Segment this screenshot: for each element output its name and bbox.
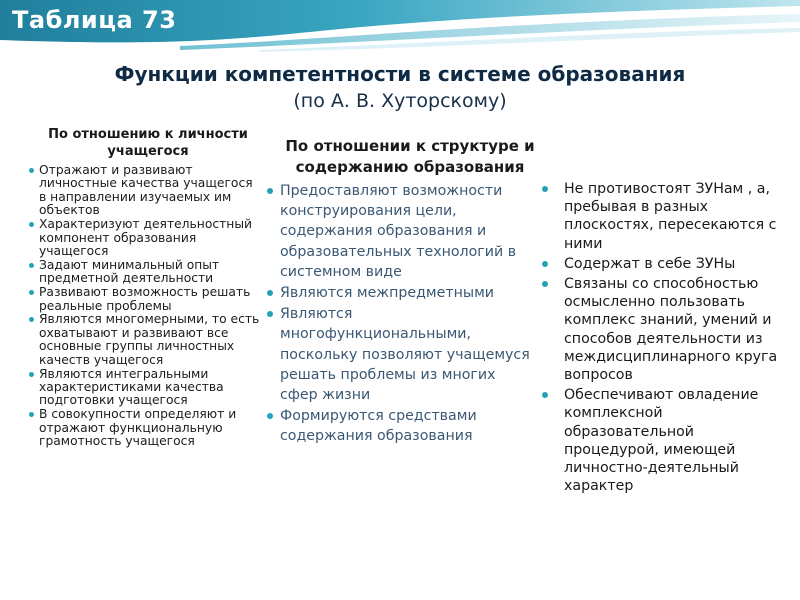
- list-item: Являются многофункциональными, поскольку позволяют учащемуся решать проблемы из многих сфер жизни: [264, 304, 536, 405]
- list-item: Являются межпредметными: [264, 283, 536, 303]
- list-item: Не противостоят ЗУНам , а, пребывая в разных плоскостях, пересекаются с ними: [540, 180, 780, 253]
- column-structure-header-line2: содержанию образования: [295, 158, 525, 176]
- column-personality-header: По отношению к личности учащегося: [48, 127, 248, 159]
- list-item: Связаны со способностью осмысленно пользовать комплекс знаний, умений и способов деятельности из междисциплинарного круга вопросов: [540, 275, 780, 384]
- column-structure-list: [264, 181, 536, 447]
- list-item: Являются интегральными характеристиками качества подготовки учащегося: [28, 368, 260, 408]
- column-personality-list: [28, 164, 260, 449]
- table-number-label: Таблица 73: [12, 6, 177, 34]
- column-zun: [540, 180, 780, 497]
- list-item: Развивают возможность решать реальные проблемы: [28, 286, 260, 313]
- column-structure-header-line1: По отношении к структуре и: [285, 137, 535, 155]
- column-structure-header: [264, 136, 536, 178]
- list-item: Характеризуют деятельностный компонент образования учащегося: [28, 218, 260, 258]
- list-item: Формируются средствами содержания образования: [264, 406, 536, 446]
- list-item: Отражают и развивают личностные качества учащегося в направлении изучаемых им объектов: [28, 164, 260, 218]
- slide-title: Функции компетентности в системе образования: [114, 62, 686, 86]
- list-item: Предоставляют возможности конструирования цели, содержания образования и образовательных технологий в системном виде: [264, 181, 536, 282]
- list-item: Содержат в себе ЗУНы: [540, 255, 780, 273]
- slide-subtitle: (по А. В. Хуторскому): [293, 90, 507, 112]
- list-item: В совокупности определяют и отражают функциональную грамотность учащегося: [28, 408, 260, 448]
- column-zun-list: [540, 180, 780, 495]
- list-item: Являются многомерными, то есть охватывают и развивают все основные группы личностных качеств учащегося: [28, 313, 260, 367]
- column-personality: [28, 126, 260, 449]
- list-item: Задают минимальный опыт предметной деятельности: [28, 259, 260, 286]
- column-structure: [264, 136, 536, 448]
- list-item: Обеспечивают овладение комплексной образовательной процедурой, имеющей личностно-деятельный характер: [540, 386, 780, 495]
